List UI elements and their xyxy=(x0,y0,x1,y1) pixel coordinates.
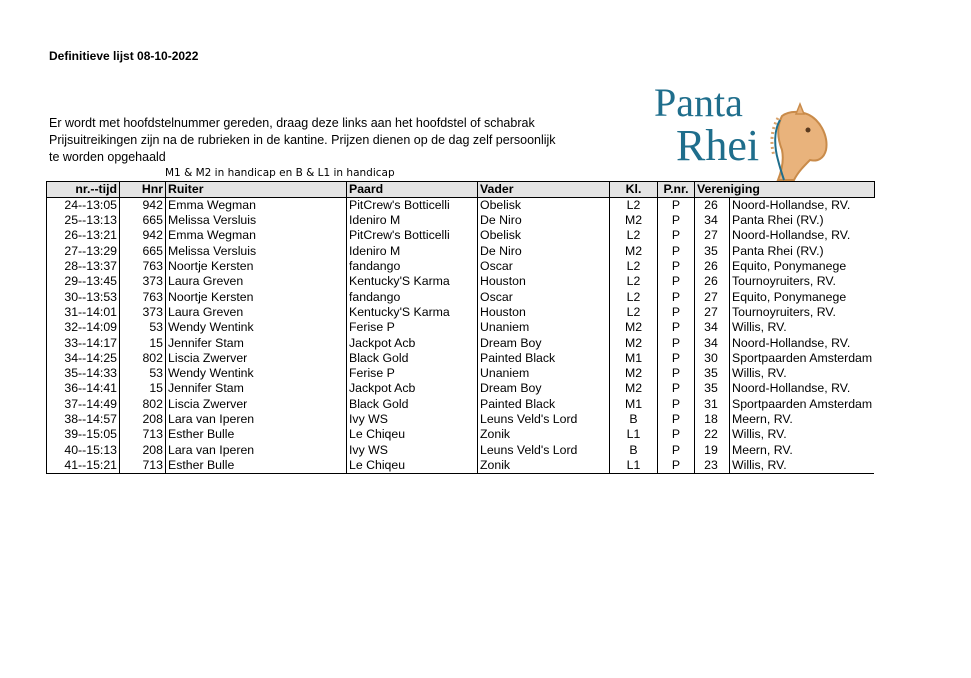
table-row xyxy=(47,458,875,474)
cell-rider: Noortje Kersten xyxy=(166,259,347,274)
cell-time: 40--15:13 xyxy=(47,442,120,457)
cell-hnr: 802 xyxy=(120,351,166,366)
instructions-text xyxy=(49,115,609,166)
cell-club: Noord-Hollandse, RV. xyxy=(730,228,875,243)
cell-horse: Jackpot Acb xyxy=(347,381,478,396)
cell-horse: Kentucky'S Karma xyxy=(347,274,478,289)
cell-horse: Ivy WS xyxy=(347,442,478,457)
logo-word-1: Panta xyxy=(654,80,743,125)
cell-pnr: P xyxy=(658,335,695,350)
cell-pnr: P xyxy=(658,366,695,381)
cell-horse: Jackpot Acb xyxy=(347,335,478,350)
cell-class: M2 xyxy=(610,244,658,259)
table-row xyxy=(47,397,875,412)
cell-rider: Wendy Wentink xyxy=(166,366,347,381)
cell-horse: Le Chiqeu xyxy=(347,427,478,442)
table-row xyxy=(47,427,875,442)
instruction-line: Prijsuitreikingen zijn na de rubrieken in de kantine. Prijzen dienen op de dag zelf persoonlijk xyxy=(49,133,556,147)
cell-rubriek: 18 xyxy=(695,412,730,427)
cell-rider: Noortje Kersten xyxy=(166,289,347,304)
cell-class: B xyxy=(610,442,658,457)
cell-pnr: P xyxy=(658,198,695,214)
table-row xyxy=(47,335,875,350)
cell-rider: Liscia Zwerver xyxy=(166,351,347,366)
cell-pnr: P xyxy=(658,397,695,412)
cell-rubriek: 30 xyxy=(695,351,730,366)
cell-pnr: P xyxy=(658,274,695,289)
cell-club: Equito, Ponymanege xyxy=(730,259,875,274)
cell-horse: PitCrew's Botticelli xyxy=(347,198,478,214)
cell-time: 35--14:33 xyxy=(47,366,120,381)
cell-hnr: 942 xyxy=(120,198,166,214)
cell-rubriek: 34 xyxy=(695,335,730,350)
cell-class: M2 xyxy=(610,366,658,381)
cell-rubriek: 35 xyxy=(695,244,730,259)
cell-rubriek: 23 xyxy=(695,458,730,474)
cell-pnr: P xyxy=(658,381,695,396)
cell-rider: Emma Wegman xyxy=(166,198,347,214)
cell-rubriek: 34 xyxy=(695,213,730,228)
cell-class: L2 xyxy=(610,228,658,243)
cell-pnr: P xyxy=(658,213,695,228)
cell-pnr: P xyxy=(658,320,695,335)
cell-horse: fandango xyxy=(347,289,478,304)
cell-sire: Painted Black xyxy=(478,351,610,366)
cell-club: Willis, RV. xyxy=(730,427,875,442)
cell-hnr: 942 xyxy=(120,228,166,243)
cell-rider: Wendy Wentink xyxy=(166,320,347,335)
cell-class: L1 xyxy=(610,458,658,474)
cell-class: M2 xyxy=(610,381,658,396)
cell-horse: Kentucky'S Karma xyxy=(347,305,478,320)
cell-club: Sportpaarden Amsterdam xyxy=(730,351,875,366)
cell-rider: Melissa Versluis xyxy=(166,244,347,259)
cell-sire: De Niro xyxy=(478,244,610,259)
cell-pnr: P xyxy=(658,228,695,243)
cell-club: Tournoyruiters, RV. xyxy=(730,274,875,289)
cell-sire: Zonik xyxy=(478,458,610,474)
cell-hnr: 763 xyxy=(120,259,166,274)
logo-word-2: Rhei xyxy=(676,121,760,170)
table-row xyxy=(47,259,875,274)
cell-sire: De Niro xyxy=(478,213,610,228)
cell-time: 26--13:21 xyxy=(47,228,120,243)
cell-rubriek: 31 xyxy=(695,397,730,412)
cell-class: M2 xyxy=(610,213,658,228)
col-header-sire: Vader xyxy=(478,182,610,198)
cell-horse: Black Gold xyxy=(347,397,478,412)
cell-sire: Obelisk xyxy=(478,198,610,214)
cell-hnr: 208 xyxy=(120,442,166,457)
table-row xyxy=(47,320,875,335)
cell-rider: Liscia Zwerver xyxy=(166,397,347,412)
cell-time: 38--14:57 xyxy=(47,412,120,427)
cell-pnr: P xyxy=(658,244,695,259)
cell-hnr: 53 xyxy=(120,320,166,335)
cell-rubriek: 27 xyxy=(695,289,730,304)
cell-sire: Zonik xyxy=(478,427,610,442)
cell-pnr: P xyxy=(658,305,695,320)
cell-hnr: 373 xyxy=(120,305,166,320)
panta-rhei-logo xyxy=(650,80,830,192)
cell-class: M2 xyxy=(610,320,658,335)
cell-hnr: 763 xyxy=(120,289,166,304)
page-title: Definitieve lijst 08-10-2022 xyxy=(49,49,199,63)
cell-rubriek: 22 xyxy=(695,427,730,442)
table-row xyxy=(47,412,875,427)
handicap-note: M1 & M2 in handicap en B & L1 in handicap xyxy=(165,167,395,179)
cell-club: Equito, Ponymanege xyxy=(730,289,875,304)
table-row xyxy=(47,274,875,289)
table-row xyxy=(47,351,875,366)
cell-class: M1 xyxy=(610,351,658,366)
table-row xyxy=(47,213,875,228)
instruction-line: te worden opgehaald xyxy=(49,150,166,164)
cell-club: Willis, RV. xyxy=(730,366,875,381)
cell-time: 25--13:13 xyxy=(47,213,120,228)
cell-class: L2 xyxy=(610,274,658,289)
cell-time: 28--13:37 xyxy=(47,259,120,274)
cell-rider: Jennifer Stam xyxy=(166,335,347,350)
cell-class: M1 xyxy=(610,397,658,412)
horse-head-icon xyxy=(772,104,827,180)
cell-pnr: P xyxy=(658,427,695,442)
cell-class: L1 xyxy=(610,427,658,442)
cell-pnr: P xyxy=(658,289,695,304)
cell-time: 29--13:45 xyxy=(47,274,120,289)
cell-time: 27--13:29 xyxy=(47,244,120,259)
cell-sire: Oscar xyxy=(478,289,610,304)
cell-pnr: P xyxy=(658,351,695,366)
cell-horse: Ideniro M xyxy=(347,244,478,259)
logo-graphic xyxy=(650,80,830,192)
cell-horse: Ferise P xyxy=(347,320,478,335)
cell-pnr: P xyxy=(658,412,695,427)
cell-rubriek: 35 xyxy=(695,381,730,396)
cell-club: Noord-Hollandse, RV. xyxy=(730,198,875,214)
table-row xyxy=(47,289,875,304)
cell-rider: Esther Bulle xyxy=(166,427,347,442)
cell-hnr: 665 xyxy=(120,244,166,259)
cell-sire: Dream Boy xyxy=(478,381,610,396)
cell-hnr: 373 xyxy=(120,274,166,289)
cell-club: Noord-Hollandse, RV. xyxy=(730,381,875,396)
cell-rubriek: 34 xyxy=(695,320,730,335)
cell-time: 37--14:49 xyxy=(47,397,120,412)
cell-horse: PitCrew's Botticelli xyxy=(347,228,478,243)
cell-hnr: 15 xyxy=(120,381,166,396)
cell-time: 31--14:01 xyxy=(47,305,120,320)
cell-hnr: 15 xyxy=(120,335,166,350)
col-header-hnr: Hnr xyxy=(120,182,166,198)
cell-club: Willis, RV. xyxy=(730,320,875,335)
cell-time: 32--14:09 xyxy=(47,320,120,335)
cell-class: B xyxy=(610,412,658,427)
cell-hnr: 665 xyxy=(120,213,166,228)
cell-sire: Dream Boy xyxy=(478,335,610,350)
cell-club: Tournoyruiters, RV. xyxy=(730,305,875,320)
col-header-class: Kl. xyxy=(610,182,658,198)
table-row xyxy=(47,366,875,381)
col-header-club: Vereniging xyxy=(695,182,875,198)
cell-class: M2 xyxy=(610,335,658,350)
cell-sire: Leuns Veld's Lord xyxy=(478,412,610,427)
cell-club: Panta Rhei (RV.) xyxy=(730,244,875,259)
cell-hnr: 53 xyxy=(120,366,166,381)
cell-sire: Unaniem xyxy=(478,366,610,381)
cell-horse: Black Gold xyxy=(347,351,478,366)
cell-horse: Le Chiqeu xyxy=(347,458,478,474)
cell-horse: Ferise P xyxy=(347,366,478,381)
cell-rubriek: 27 xyxy=(695,305,730,320)
col-header-time: nr.--tijd xyxy=(47,182,120,198)
cell-time: 24--13:05 xyxy=(47,198,120,214)
cell-rubriek: 35 xyxy=(695,366,730,381)
cell-club: Panta Rhei (RV.) xyxy=(730,213,875,228)
cell-pnr: P xyxy=(658,259,695,274)
cell-rider: Emma Wegman xyxy=(166,228,347,243)
cell-sire: Unaniem xyxy=(478,320,610,335)
cell-time: 34--14:25 xyxy=(47,351,120,366)
cell-club: Willis, RV. xyxy=(730,458,875,474)
cell-sire: Oscar xyxy=(478,259,610,274)
cell-club: Noord-Hollandse, RV. xyxy=(730,335,875,350)
cell-sire: Houston xyxy=(478,305,610,320)
cell-rider: Laura Greven xyxy=(166,274,347,289)
cell-class: L2 xyxy=(610,289,658,304)
cell-rubriek: 26 xyxy=(695,274,730,289)
table-row xyxy=(47,228,875,243)
cell-hnr: 802 xyxy=(120,397,166,412)
cell-rider: Esther Bulle xyxy=(166,458,347,474)
table-header-row xyxy=(47,182,875,198)
cell-sire: Painted Black xyxy=(478,397,610,412)
cell-hnr: 713 xyxy=(120,458,166,474)
cell-sire: Leuns Veld's Lord xyxy=(478,442,610,457)
instruction-line: Er wordt met hoofdstelnummer gereden, draag deze links aan het hoofdstel of schabrak xyxy=(49,116,535,130)
cell-rubriek: 27 xyxy=(695,228,730,243)
cell-club: Meern, RV. xyxy=(730,412,875,427)
table-row xyxy=(47,381,875,396)
cell-time: 41--15:21 xyxy=(47,458,120,474)
col-header-horse: Paard xyxy=(347,182,478,198)
cell-sire: Obelisk xyxy=(478,228,610,243)
cell-rubriek: 26 xyxy=(695,259,730,274)
cell-club: Meern, RV. xyxy=(730,442,875,457)
cell-horse: fandango xyxy=(347,259,478,274)
cell-class: L2 xyxy=(610,259,658,274)
col-header-pnr: P.nr. xyxy=(658,182,695,198)
table-row xyxy=(47,244,875,259)
table-row xyxy=(47,442,875,457)
cell-rider: Lara van Iperen xyxy=(166,442,347,457)
col-header-rider: Ruiter xyxy=(166,182,347,198)
cell-hnr: 713 xyxy=(120,427,166,442)
table-row xyxy=(47,305,875,320)
cell-rider: Lara van Iperen xyxy=(166,412,347,427)
cell-time: 39--15:05 xyxy=(47,427,120,442)
start-list-table xyxy=(46,181,875,474)
cell-rubriek: 26 xyxy=(695,198,730,214)
cell-rubriek: 19 xyxy=(695,442,730,457)
cell-pnr: P xyxy=(658,458,695,474)
cell-pnr: P xyxy=(658,442,695,457)
cell-rider: Melissa Versluis xyxy=(166,213,347,228)
cell-rider: Laura Greven xyxy=(166,305,347,320)
cell-time: 30--13:53 xyxy=(47,289,120,304)
cell-club: Sportpaarden Amsterdam xyxy=(730,397,875,412)
cell-horse: Ideniro M xyxy=(347,213,478,228)
cell-rider: Jennifer Stam xyxy=(166,381,347,396)
cell-class: L2 xyxy=(610,305,658,320)
cell-time: 36--14:41 xyxy=(47,381,120,396)
cell-class: L2 xyxy=(610,198,658,214)
cell-hnr: 208 xyxy=(120,412,166,427)
table-row xyxy=(47,198,875,214)
cell-time: 33--14:17 xyxy=(47,335,120,350)
cell-sire: Houston xyxy=(478,274,610,289)
cell-horse: Ivy WS xyxy=(347,412,478,427)
